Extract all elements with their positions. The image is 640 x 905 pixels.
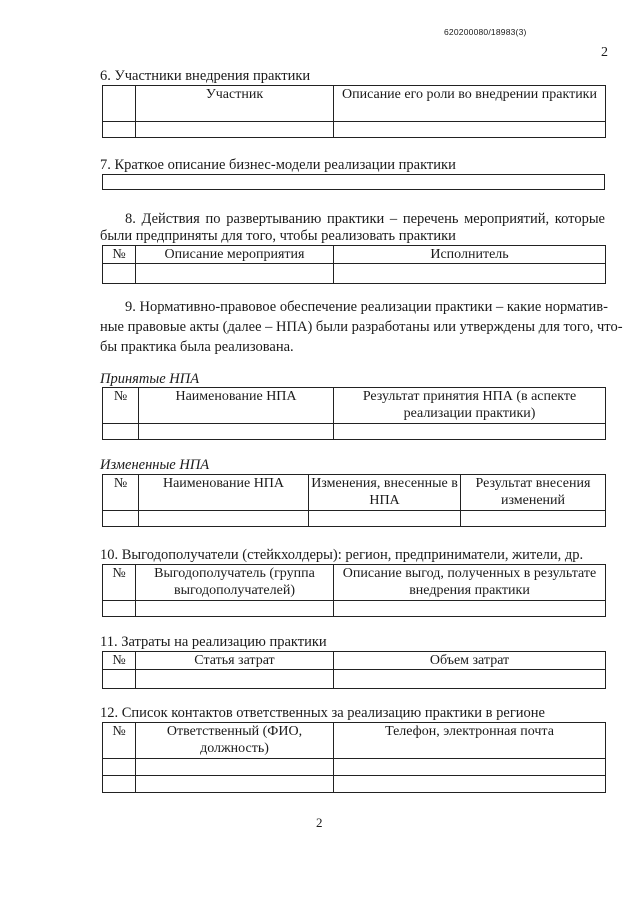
header-number: №: [103, 246, 136, 264]
beneficiaries-table: [102, 564, 606, 617]
header-role-description: Описание его роли во внедрении практики: [334, 86, 606, 122]
header-contacts: Телефон, электронная почта: [334, 723, 606, 759]
table-header-row: [103, 388, 606, 424]
section-11-title: 11. Затраты на реализацию практики: [100, 634, 327, 650]
amended-npa-caption: Измененные НПА: [100, 457, 210, 473]
section-8-line-2: были предприняты для того, чтобы реализовать практики: [100, 228, 456, 244]
header-npa-name: Наименование НПА: [139, 388, 334, 424]
contacts-table: [102, 722, 606, 793]
business-model-table: [102, 174, 605, 190]
section-9-line-3: бы практика была реализована.: [100, 339, 294, 355]
section-9-paragraph: [100, 297, 623, 357]
header-number: №: [103, 652, 136, 670]
blank-header-cell: [103, 86, 136, 122]
section-7-title: 7. Краткое описание бизнес-модели реализации практики: [100, 157, 456, 173]
header-number: №: [103, 565, 136, 601]
table-header-row: [103, 723, 606, 759]
section-9-line-1: 9. Нормативно-правовое обеспечение реализации практики – какие норматив-: [125, 299, 608, 315]
header-cost-amount: Объем затрат: [334, 652, 606, 670]
section-9-line-2: ные правовые акты (далее – НПА) были разработаны или утверждены для того, что-: [100, 319, 623, 335]
document-number: 620200080/18983(3): [444, 27, 527, 37]
costs-table: [102, 651, 606, 689]
table-header-row: [103, 86, 606, 122]
header-benefit-description: Описание выгод, полученных в результате внедрения практики: [334, 565, 606, 601]
table-row: [103, 175, 605, 190]
table-row: [103, 670, 606, 689]
table-row: [103, 759, 606, 776]
page-number-bottom: 2: [316, 815, 323, 830]
header-executor: Исполнитель: [334, 246, 606, 264]
section-10-title: 10. Выгодополучатели (стейкхолдеры): регион, предприниматели, жители, др.: [100, 547, 584, 563]
header-participant: Участник: [136, 86, 334, 122]
header-responsible: Ответственный (ФИО, должность): [136, 723, 334, 759]
table-row: [103, 511, 606, 527]
header-adoption-result: Результат принятия НПА (в аспекте реализации практики): [334, 388, 606, 424]
participants-table: [102, 85, 606, 138]
header-number: №: [103, 388, 139, 424]
section-8-line-1: 8. Действия по развертыванию практики – перечень мероприятий, которые: [125, 211, 605, 227]
table-row: [103, 424, 606, 440]
table-row: [103, 264, 606, 284]
section-12-title: 12. Список контактов ответственных за реализацию практики в регионе: [100, 705, 545, 721]
amended-npa-table: [102, 474, 606, 527]
header-changes: Изменения, внесенные в НПА: [309, 475, 461, 511]
header-beneficiary: Выгодополучатель (группа выгодополучателей): [136, 565, 334, 601]
header-change-result: Результат внесения изменений: [461, 475, 606, 511]
table-header-row: [103, 565, 606, 601]
header-cost-item: Статья затрат: [136, 652, 334, 670]
table-header-row: [103, 246, 606, 264]
table-row: [103, 122, 606, 138]
table-header-row: [103, 475, 606, 511]
header-activity-description: Описание мероприятия: [136, 246, 334, 264]
actions-table: [102, 245, 606, 284]
page-number-top: 2: [601, 45, 608, 60]
adopted-npa-table: [102, 387, 606, 440]
section-6-title: 6. Участники внедрения практики: [100, 68, 311, 84]
table-row: [103, 601, 606, 617]
adopted-npa-caption: Принятые НПА: [100, 371, 200, 387]
table-row: [103, 776, 606, 793]
header-number: №: [103, 475, 139, 511]
header-npa-name: Наименование НПА: [139, 475, 309, 511]
header-number: №: [103, 723, 136, 759]
table-header-row: [103, 652, 606, 670]
